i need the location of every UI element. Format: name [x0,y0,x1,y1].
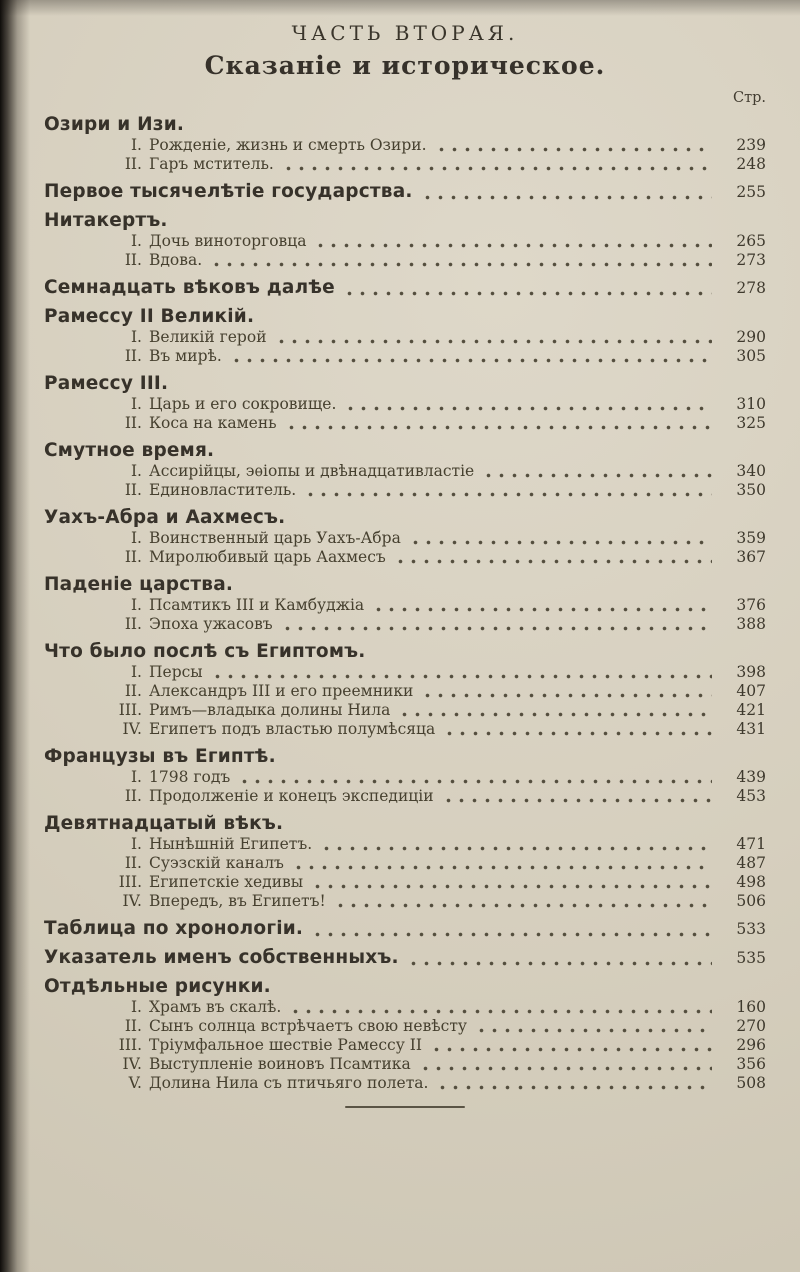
toc-item-numeral: I. [130,462,142,480]
toc-item [44,835,766,854]
toc-item [44,462,766,481]
toc-item [44,529,766,548]
toc-item-numeral: I. [130,136,142,154]
toc-section [44,210,766,270]
toc-section-heading: Смутное время. [44,440,215,461]
toc-section [44,976,766,1093]
dot-leader [234,358,712,363]
toc-item [44,251,766,270]
toc-item-numeral: I. [130,232,142,250]
toc-item [44,1074,766,1093]
page-number: 508 [736,1074,766,1092]
gutter-shadow [0,0,30,1272]
toc-item-title: Выступленіе воиновъ Псамтика [149,1055,411,1073]
toc-item-numeral: I. [130,529,142,547]
toc-item [44,615,766,634]
dot-leader [376,607,712,612]
toc-section-heading: Таблица по хронологіи. [44,918,304,939]
dot-leader [279,339,712,344]
toc-item [44,892,766,911]
dot-leader [308,492,712,497]
toc-item [44,1055,766,1074]
page-number: 431 [736,720,766,738]
toc-section [44,507,766,567]
dot-leader [348,406,712,411]
dot-leader [398,559,712,564]
toc-item-title: Персы [149,663,203,681]
toc-item-title: Рожденіе, жизнь и смерть Озири. [149,136,427,154]
toc-section-heading: Нитакертъ. [44,210,168,231]
page-number: 248 [736,155,766,173]
dot-leader [318,243,712,248]
top-edge-shade [0,0,800,16]
dot-leader [440,1085,712,1090]
toc-item-numeral: III. [118,701,142,719]
toc-item-numeral: II. [124,615,142,633]
toc-section-heading-row [44,813,766,835]
page-number: 533 [736,920,766,938]
dot-leader [296,865,712,870]
toc-item-title: Дочь виноторговца [149,232,307,250]
toc-section [44,114,766,174]
toc-section-heading: Уахъ-Абра и Аахмесъ. [44,507,286,528]
toc-item-title: Продолженіе и конецъ экспедиціи [149,787,434,805]
toc-item [44,720,766,739]
toc-item-title: Впередъ, въ Египетъ! [149,892,326,910]
toc-item-numeral: II. [124,347,142,365]
toc-item-title: Римъ—владыка долины Нила [149,701,391,719]
page-number: 376 [736,596,766,614]
toc-item [44,136,766,155]
toc-item-numeral: V. [128,1074,142,1092]
toc-section-heading: Паденіе царства. [44,574,234,595]
toc-item-title: Въ мирѣ. [149,347,222,365]
toc-item [44,596,766,615]
toc-section-heading: Девятнадцатый вѣкъ. [44,813,284,834]
page-number: 278 [736,279,766,297]
toc-item [44,548,766,567]
toc-item-numeral: II. [124,251,142,269]
toc-section-heading-row [44,210,766,232]
dot-leader [215,674,712,679]
toc-section-heading-row [44,507,766,529]
dot-leader [285,626,712,631]
toc-item-title: Царь и его сокровище. [149,395,337,413]
toc-item-numeral: I. [130,835,142,853]
toc-item [44,1036,766,1055]
toc-item-numeral: III. [118,873,142,891]
toc-section-heading-row [44,918,766,940]
page-number: 273 [736,251,766,269]
toc-item-title: Миролюбивый царь Аахмесъ [149,548,386,566]
page-number: 350 [736,481,766,499]
toc-section [44,277,766,299]
toc-section-heading-row [44,114,766,136]
dot-leader [289,425,712,430]
toc-section-heading-row [44,306,766,328]
dot-leader [439,147,713,152]
page-number: 340 [736,462,766,480]
toc-section [44,574,766,634]
page-number: 305 [736,347,766,365]
page-column-header: Стр. [732,90,766,106]
toc-item-title: Александръ III и его преемники [149,682,414,700]
dot-leader [242,779,712,784]
toc-section-heading: Французы въ Египтѣ. [44,746,276,767]
toc-item-numeral: IV. [122,1055,142,1073]
dot-leader [293,1009,712,1014]
toc-item-numeral: II. [124,414,142,432]
toc-item [44,701,766,720]
toc-item-title: Великій герой [149,328,267,346]
dot-leader [338,903,712,908]
toc-section-heading: Озири и Изи. [44,114,185,135]
toc-item [44,854,766,873]
page-number: 498 [736,873,766,891]
toc-section-heading: Рамессу II Великій. [44,306,255,327]
toc-item-title: Единовластитель. [149,481,297,499]
page-number: 367 [736,548,766,566]
dot-leader [286,166,712,171]
page-number: 255 [736,183,766,201]
dot-leader [446,798,712,803]
toc-item-numeral: II. [124,481,142,499]
toc-section-heading-row [44,181,766,203]
toc-section-heading-row [44,440,766,462]
toc-item [44,481,766,500]
toc-item-numeral: II. [124,682,142,700]
toc-item-title: Суэзскій каналъ [149,854,284,872]
page-number: 506 [736,892,766,910]
dot-leader [425,693,712,698]
page-number: 407 [736,682,766,700]
page-number: 265 [736,232,766,250]
toc-item-numeral: II. [124,1017,142,1035]
page-number: 290 [736,328,766,346]
dot-leader [315,932,712,937]
toc-item [44,873,766,892]
toc-section [44,440,766,500]
toc-section-heading: Рамессу III. [44,373,169,394]
toc-section-heading-row [44,746,766,768]
toc-item-title: Воинственный царь Уахъ-Абра [149,529,401,547]
toc-item-title: Ассирійцы, эѳіопы и двѣнадцативластіе [149,462,475,480]
toc-item-title: Сынъ солнца встрѣчаетъ свою невѣсту [149,1017,468,1035]
toc-section-heading-row [44,976,766,998]
toc-section-heading: Что было послѣ съ Египтомъ. [44,641,366,662]
toc-section-heading: Семнадцать вѣковъ далѣе [44,277,335,298]
toc-section [44,181,766,203]
toc-section-heading-row [44,373,766,395]
toc-item-title: Храмъ въ скалѣ. [149,998,282,1016]
toc-section [44,918,766,940]
page-number: 439 [736,768,766,786]
toc-section-heading-row [44,574,766,596]
page-number: 398 [736,663,766,681]
page-number: 359 [736,529,766,547]
toc-item-title: Вдова. [149,251,203,269]
toc-item-numeral: II. [124,854,142,872]
dot-leader [411,961,712,966]
toc-item-title: Тріумфальное шествіе Рамессу II [149,1036,422,1054]
toc-item-numeral: III. [118,1036,142,1054]
toc-item-title: 1798 годъ [149,768,231,786]
toc-item [44,155,766,174]
toc-item-title: Гаръ мститель. [149,155,274,173]
page-number: 421 [736,701,766,719]
table-of-contents [44,114,766,1093]
toc-item [44,328,766,347]
toc-item [44,395,766,414]
toc-item-numeral: I. [130,596,142,614]
dot-leader [214,262,712,267]
toc-item [44,232,766,251]
toc-section [44,373,766,433]
toc-item [44,347,766,366]
toc-section [44,641,766,739]
page-number: 239 [736,136,766,154]
end-rule [345,1106,465,1108]
dot-leader [413,540,712,545]
toc-item-numeral: IV. [122,720,142,738]
dot-leader [315,884,712,889]
dot-leader [423,1066,712,1071]
toc-item [44,414,766,433]
page-number: 356 [736,1055,766,1073]
page-number: 310 [736,395,766,413]
toc-item-numeral: I. [130,768,142,786]
page-number: 296 [736,1036,766,1054]
toc-item [44,682,766,701]
page-number: 160 [736,998,766,1016]
page-number: 487 [736,854,766,872]
dot-leader [324,846,712,851]
toc-item-numeral: I. [130,395,142,413]
dot-leader [479,1028,712,1033]
toc-section-heading: Отдѣльные рисунки. [44,976,271,997]
page-number: 270 [736,1017,766,1035]
toc-section-heading: Указатель именъ собственныхъ. [44,947,399,968]
toc-item [44,998,766,1017]
toc-section [44,306,766,366]
toc-item [44,663,766,682]
dot-leader [402,712,712,717]
section-subtitle: Сказаніе и историческое. [204,51,606,80]
toc-item [44,768,766,787]
page-number: 453 [736,787,766,805]
toc-item [44,787,766,806]
toc-section [44,947,766,969]
toc-item-title: Нынѣшній Египетъ. [149,835,313,853]
toc-item-numeral: II. [124,787,142,805]
page-number: 471 [736,835,766,853]
toc-section-heading-row [44,277,766,299]
toc-item-numeral: II. [124,548,142,566]
toc-item [44,1017,766,1036]
toc-section-heading: Первое тысячелѣтіе государства. [44,181,413,202]
toc-item-numeral: I. [130,998,142,1016]
toc-item-numeral: I. [130,328,142,346]
toc-item-numeral: II. [124,155,142,173]
toc-item-title: Псамтикъ III и Камбуджіа [149,596,365,614]
toc-section [44,813,766,911]
toc-item-title: Египетъ подъ властью полумѣсяца [149,720,436,738]
page-number: 535 [736,949,766,967]
dot-leader [486,473,712,478]
dot-leader [347,291,712,296]
toc-section-heading-row [44,947,766,969]
part-title: ЧАСТЬ ВТОРАЯ. [291,21,519,45]
dot-leader [447,731,712,736]
toc-section-heading-row [44,641,766,663]
toc-item-title: Долина Нила съ птичьяго полета. [149,1074,429,1092]
toc-item-title: Египетскіе хедивы [149,873,304,891]
toc-item-title: Коса на камень [149,414,277,432]
page-number: 325 [736,414,766,432]
toc-section [44,746,766,806]
page-number: 388 [736,615,766,633]
dot-leader [425,195,712,200]
toc-item-numeral: IV. [122,892,142,910]
dot-leader [434,1047,712,1052]
toc-item-numeral: I. [130,663,142,681]
toc-item-title: Эпоха ужасовъ [149,615,273,633]
